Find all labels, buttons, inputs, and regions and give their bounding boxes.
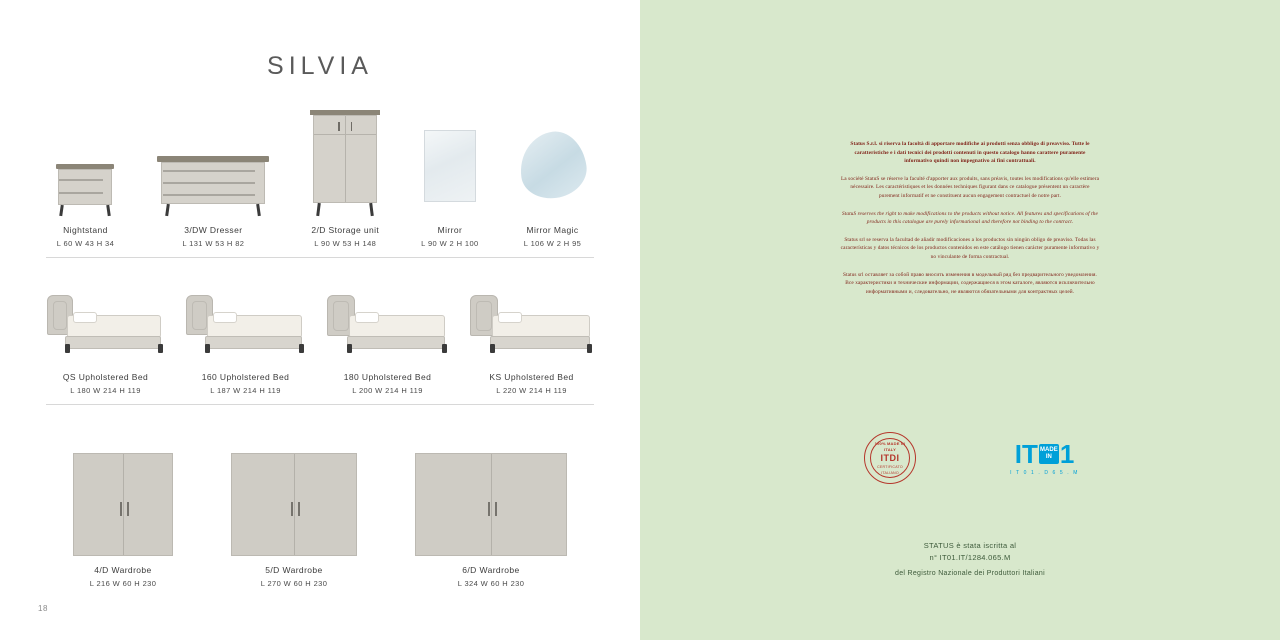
product-name: Mirror <box>437 225 463 235</box>
it01-subtext: I T 0 1 . D 6 5 . M <box>1010 470 1079 476</box>
product-caption <box>63 371 148 397</box>
seal-bottom-text: CERTIFICATO ITALIANO <box>877 464 903 475</box>
product-dimensions: L 270 W 60 H 230 <box>260 579 328 588</box>
product-name: Mirror Magic <box>526 225 579 235</box>
product-dimensions: L 90 W 2 H 100 <box>421 239 479 248</box>
product-dimensions: L 106 W 2 H 95 <box>523 239 582 248</box>
logo-row <box>864 432 1079 484</box>
page-number: 18 <box>38 604 48 613</box>
product-bed-180 <box>327 295 449 397</box>
product-bed-ks <box>470 295 594 397</box>
product-name: 180 Upholstered Bed <box>343 372 432 382</box>
wardrobe-illustration <box>415 453 567 556</box>
product-nightstand <box>54 164 116 250</box>
seal-top-text: 100% MADE IN ITALY <box>874 440 906 452</box>
product-name: 160 Upholstered Bed <box>201 372 290 382</box>
product-caption <box>458 564 525 590</box>
product-dimensions: L 216 W 60 H 230 <box>89 579 157 588</box>
product-row-wardrobes <box>0 420 640 590</box>
product-name: 6/D Wardrobe <box>462 565 520 575</box>
product-dimensions: L 220 W 214 H 119 <box>496 386 567 395</box>
product-mirror-magic <box>520 110 586 250</box>
it01-prefix: IT <box>1014 439 1038 469</box>
product-row-casegoods <box>0 100 640 250</box>
right-page <box>640 0 1280 640</box>
product-wardrobe-5d <box>231 453 357 590</box>
divider-bottom <box>46 404 594 405</box>
legal-disclaimers <box>840 140 1100 305</box>
product-storage-unit <box>310 110 380 250</box>
page-title: SILVIA <box>267 52 373 80</box>
product-caption <box>57 224 114 250</box>
product-name: QS Upholstered Bed <box>62 372 149 382</box>
product-caption <box>344 371 431 397</box>
product-caption <box>261 564 328 590</box>
product-dimensions: L 324 W 60 H 230 <box>457 579 525 588</box>
product-mirror <box>421 110 478 250</box>
it01-badge-line2: MADE IN <box>1040 447 1058 460</box>
it01-badge-icon <box>1039 444 1059 464</box>
bed-illustration <box>47 295 165 363</box>
nightstand-illustration <box>54 164 116 216</box>
product-caption <box>182 224 244 250</box>
certification-line-2: n° IT01.IT/1284.065.M <box>929 553 1011 562</box>
product-caption <box>90 564 157 590</box>
product-dimensions: L 180 W 214 H 119 <box>70 386 141 395</box>
product-dresser <box>157 156 269 250</box>
product-name: 2/D Storage unit <box>311 225 380 235</box>
product-bed-160 <box>186 295 306 397</box>
product-name: 5/D Wardrobe <box>265 565 323 575</box>
mirror-magic-illustration <box>520 110 586 216</box>
product-dimensions: L 60 W 43 H 34 <box>56 239 115 248</box>
wardrobe-illustration <box>231 453 357 556</box>
it01-logo-icon <box>1010 440 1079 476</box>
product-wardrobe-4d <box>73 453 173 590</box>
made-in-italy-seal-icon <box>864 432 916 484</box>
product-caption <box>311 224 379 250</box>
certification-line-1: STATUS è stata iscritta al <box>923 541 1017 550</box>
product-dimensions: L 90 W 53 H 148 <box>314 239 377 248</box>
storage-unit-illustration <box>310 110 380 216</box>
certification-text <box>800 540 1140 580</box>
legal-text-fr: La société StatuS se réserve la faculté d'apporter aux produits, sans préavis, toutes les modifications qu'elle estimera nécessaire. Les caractéristiques et les données techniques figurant dans ce catalogue présentent un caractère purement informatif et ne constituent aucun engagement contractuel de notre part. <box>840 175 1100 199</box>
product-name: Nightstand <box>63 225 108 235</box>
it01-suffix: 1 <box>1059 439 1075 469</box>
product-caption <box>202 371 289 397</box>
legal-text-ru: Status srl оставляет за собой право вносить изменения в модельный ряд без предварительного уведомления. Все характеристики и технические информации, содержащиеся в этом каталоге, являются исключительно информативными и, следовательно, не являются обязательными для контрактных целей. <box>843 271 1097 295</box>
legal-text-en: StatuS reserves the right to make modifications to the products without notice. All features and specifications of the products in this catalogue are purely informational and therefore not binding to the contract. <box>842 210 1098 226</box>
product-wardrobe-6d <box>415 453 567 590</box>
product-caption <box>421 224 478 250</box>
product-dimensions: L 187 W 214 H 119 <box>210 386 281 395</box>
legal-text-it: Status S.r.l. si riserva la facoltà di apportare modifiche ai prodotti senza obbligo di preavviso. Tutte le caratteristiche e i dati tecnici dei prodotti contenuti in questo catalogo hanno carattere puramente informativo quindi non impegnativo ai fini contrattuali. <box>850 141 1090 165</box>
mirror-illustration <box>424 110 476 216</box>
certification-line-3: del Registro Nazionale dei Produttori Italiani <box>895 570 1045 577</box>
bed-illustration <box>327 295 449 363</box>
seal-mid-text: ITDI <box>880 452 900 463</box>
divider-top <box>46 257 594 258</box>
product-dimensions: L 131 W 53 H 82 <box>182 239 245 248</box>
product-caption <box>524 224 581 250</box>
product-dimensions: L 200 W 214 H 119 <box>352 386 423 395</box>
bed-illustration <box>186 295 306 363</box>
product-caption <box>489 371 573 397</box>
bed-illustration <box>470 295 594 363</box>
legal-text-es: Status srl se reserva la facultad de añadir modificaciones a los productos sin ningún obligo de preaviso. Todas las características y datos técnicos de los productos contenidos en este catálogo tienen carácter puramente informativo y no vinculante de forma contractual. <box>840 236 1100 260</box>
product-row-beds <box>0 272 640 397</box>
product-name: 3/DW Dresser <box>184 225 243 235</box>
wardrobe-illustration <box>73 453 173 556</box>
dresser-illustration <box>157 156 269 216</box>
product-bed-qs <box>47 295 165 397</box>
product-name: KS Upholstered Bed <box>489 372 574 382</box>
product-name: 4/D Wardrobe <box>94 565 152 575</box>
